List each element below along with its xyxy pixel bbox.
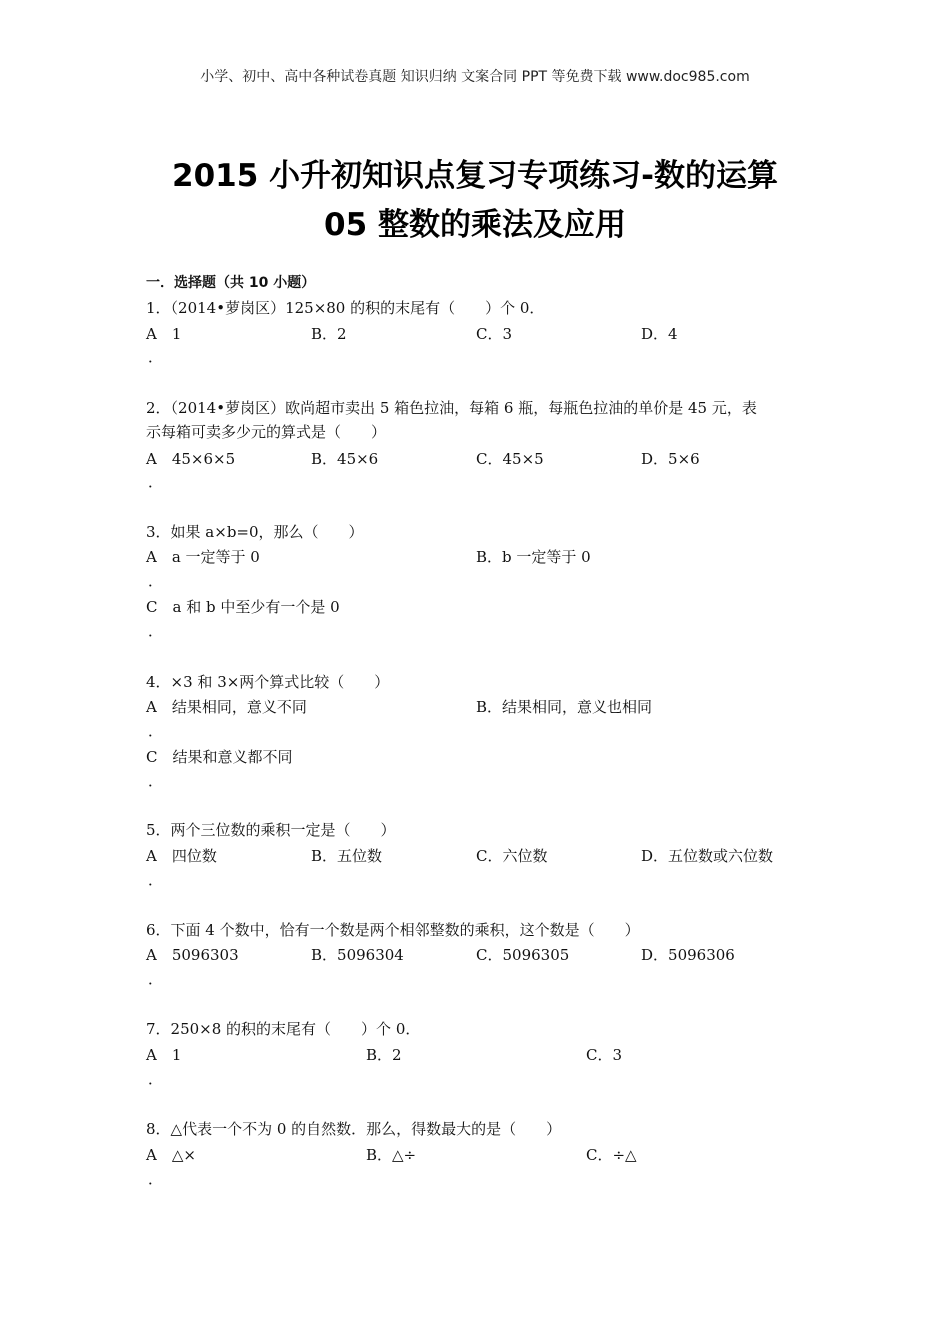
option-a: A 1: [146, 325, 182, 343]
option-c: C．45×5: [476, 450, 544, 468]
option-dot: ．: [148, 473, 164, 491]
option-c: C．3: [586, 1046, 623, 1064]
option-dot: ．: [148, 772, 164, 790]
site-header-text: 小学、初中、高中各种试卷真题 知识归纳 文案合同 PPT 等免费下载 www.doc985.com: [200, 69, 750, 85]
option-b: B．b 一定等于 0: [476, 548, 591, 566]
question-stem-line-2: 示每箱可卖多少元的算式是（ ）: [146, 423, 387, 441]
option-dot: ．: [148, 871, 164, 889]
option-b: B．结果相同，意义也相同: [476, 698, 653, 716]
option-b: B．5096304: [311, 946, 404, 964]
option-dot: ．: [148, 622, 164, 640]
option-d: D．5096306: [641, 946, 735, 964]
option-d: D．五位数或六位数: [641, 847, 774, 865]
option-c: C．5096305: [476, 946, 570, 964]
page-title-line-1: 2015 小升初知识点复习专项练习-数的运算: [172, 158, 778, 194]
option-a: A a 一定等于 0: [146, 548, 260, 566]
option-a: A 5096303: [146, 946, 239, 964]
option-dot: ．: [148, 970, 164, 988]
question-stem: 3．如果 a×b=0，那么（ ）: [146, 523, 364, 541]
question-stem: 6．下面 4 个数中，恰有一个数是两个相邻整数的乘积，这个数是（ ）: [146, 921, 640, 939]
option-a: A 1: [146, 1046, 182, 1064]
option-dot: ．: [148, 1070, 164, 1088]
option-d: D．4: [641, 325, 678, 343]
option-b: B．45×6: [311, 450, 379, 468]
option-b: B．五位数: [311, 847, 383, 865]
option-dot: ．: [148, 722, 164, 740]
question-stem: 1．（2014•萝岗区）125×80 的积的末尾有（ ）个 0．: [146, 299, 545, 317]
question-stem: 4．×3 和 3×两个算式比较（ ）: [146, 673, 390, 691]
option-a: A △×: [146, 1146, 196, 1164]
option-a: A 45×6×5: [146, 450, 236, 468]
question-stem: 5．两个三位数的乘积一定是（ ）: [146, 821, 396, 839]
option-c: C．÷△: [586, 1146, 637, 1164]
option-c: C 结果和意义都不同: [146, 748, 293, 766]
option-b: B．2: [311, 325, 347, 343]
page-title-line-2: 05 整数的乘法及应用: [324, 207, 626, 243]
option-dot: ．: [148, 1170, 164, 1188]
option-c: C．3: [476, 325, 513, 343]
section-heading: 一．选择题（共 10 小题）: [146, 275, 316, 291]
option-dot: ．: [148, 572, 164, 590]
question-stem: 7．250×8 的积的末尾有（ ）个 0．: [146, 1020, 421, 1038]
option-b: B．△÷: [366, 1146, 417, 1164]
option-dot: ．: [148, 348, 164, 366]
option-a: A 结果相同，意义不同: [146, 698, 307, 716]
option-b: B．2: [366, 1046, 402, 1064]
option-c: C．六位数: [476, 847, 548, 865]
question-stem: 8．△代表一个不为 0 的自然数．那么，得数最大的是（ ）: [146, 1120, 562, 1138]
option-d: D．5×6: [641, 450, 700, 468]
option-a: A 四位数: [146, 847, 217, 865]
option-c: C a 和 b 中至少有一个是 0: [146, 598, 340, 616]
question-stem-line-1: 2．（2014•萝岗区）欧尚超市卖出 5 箱色拉油，每箱 6 瓶，每瓶色拉油的单价是 45 元，表: [146, 399, 757, 417]
